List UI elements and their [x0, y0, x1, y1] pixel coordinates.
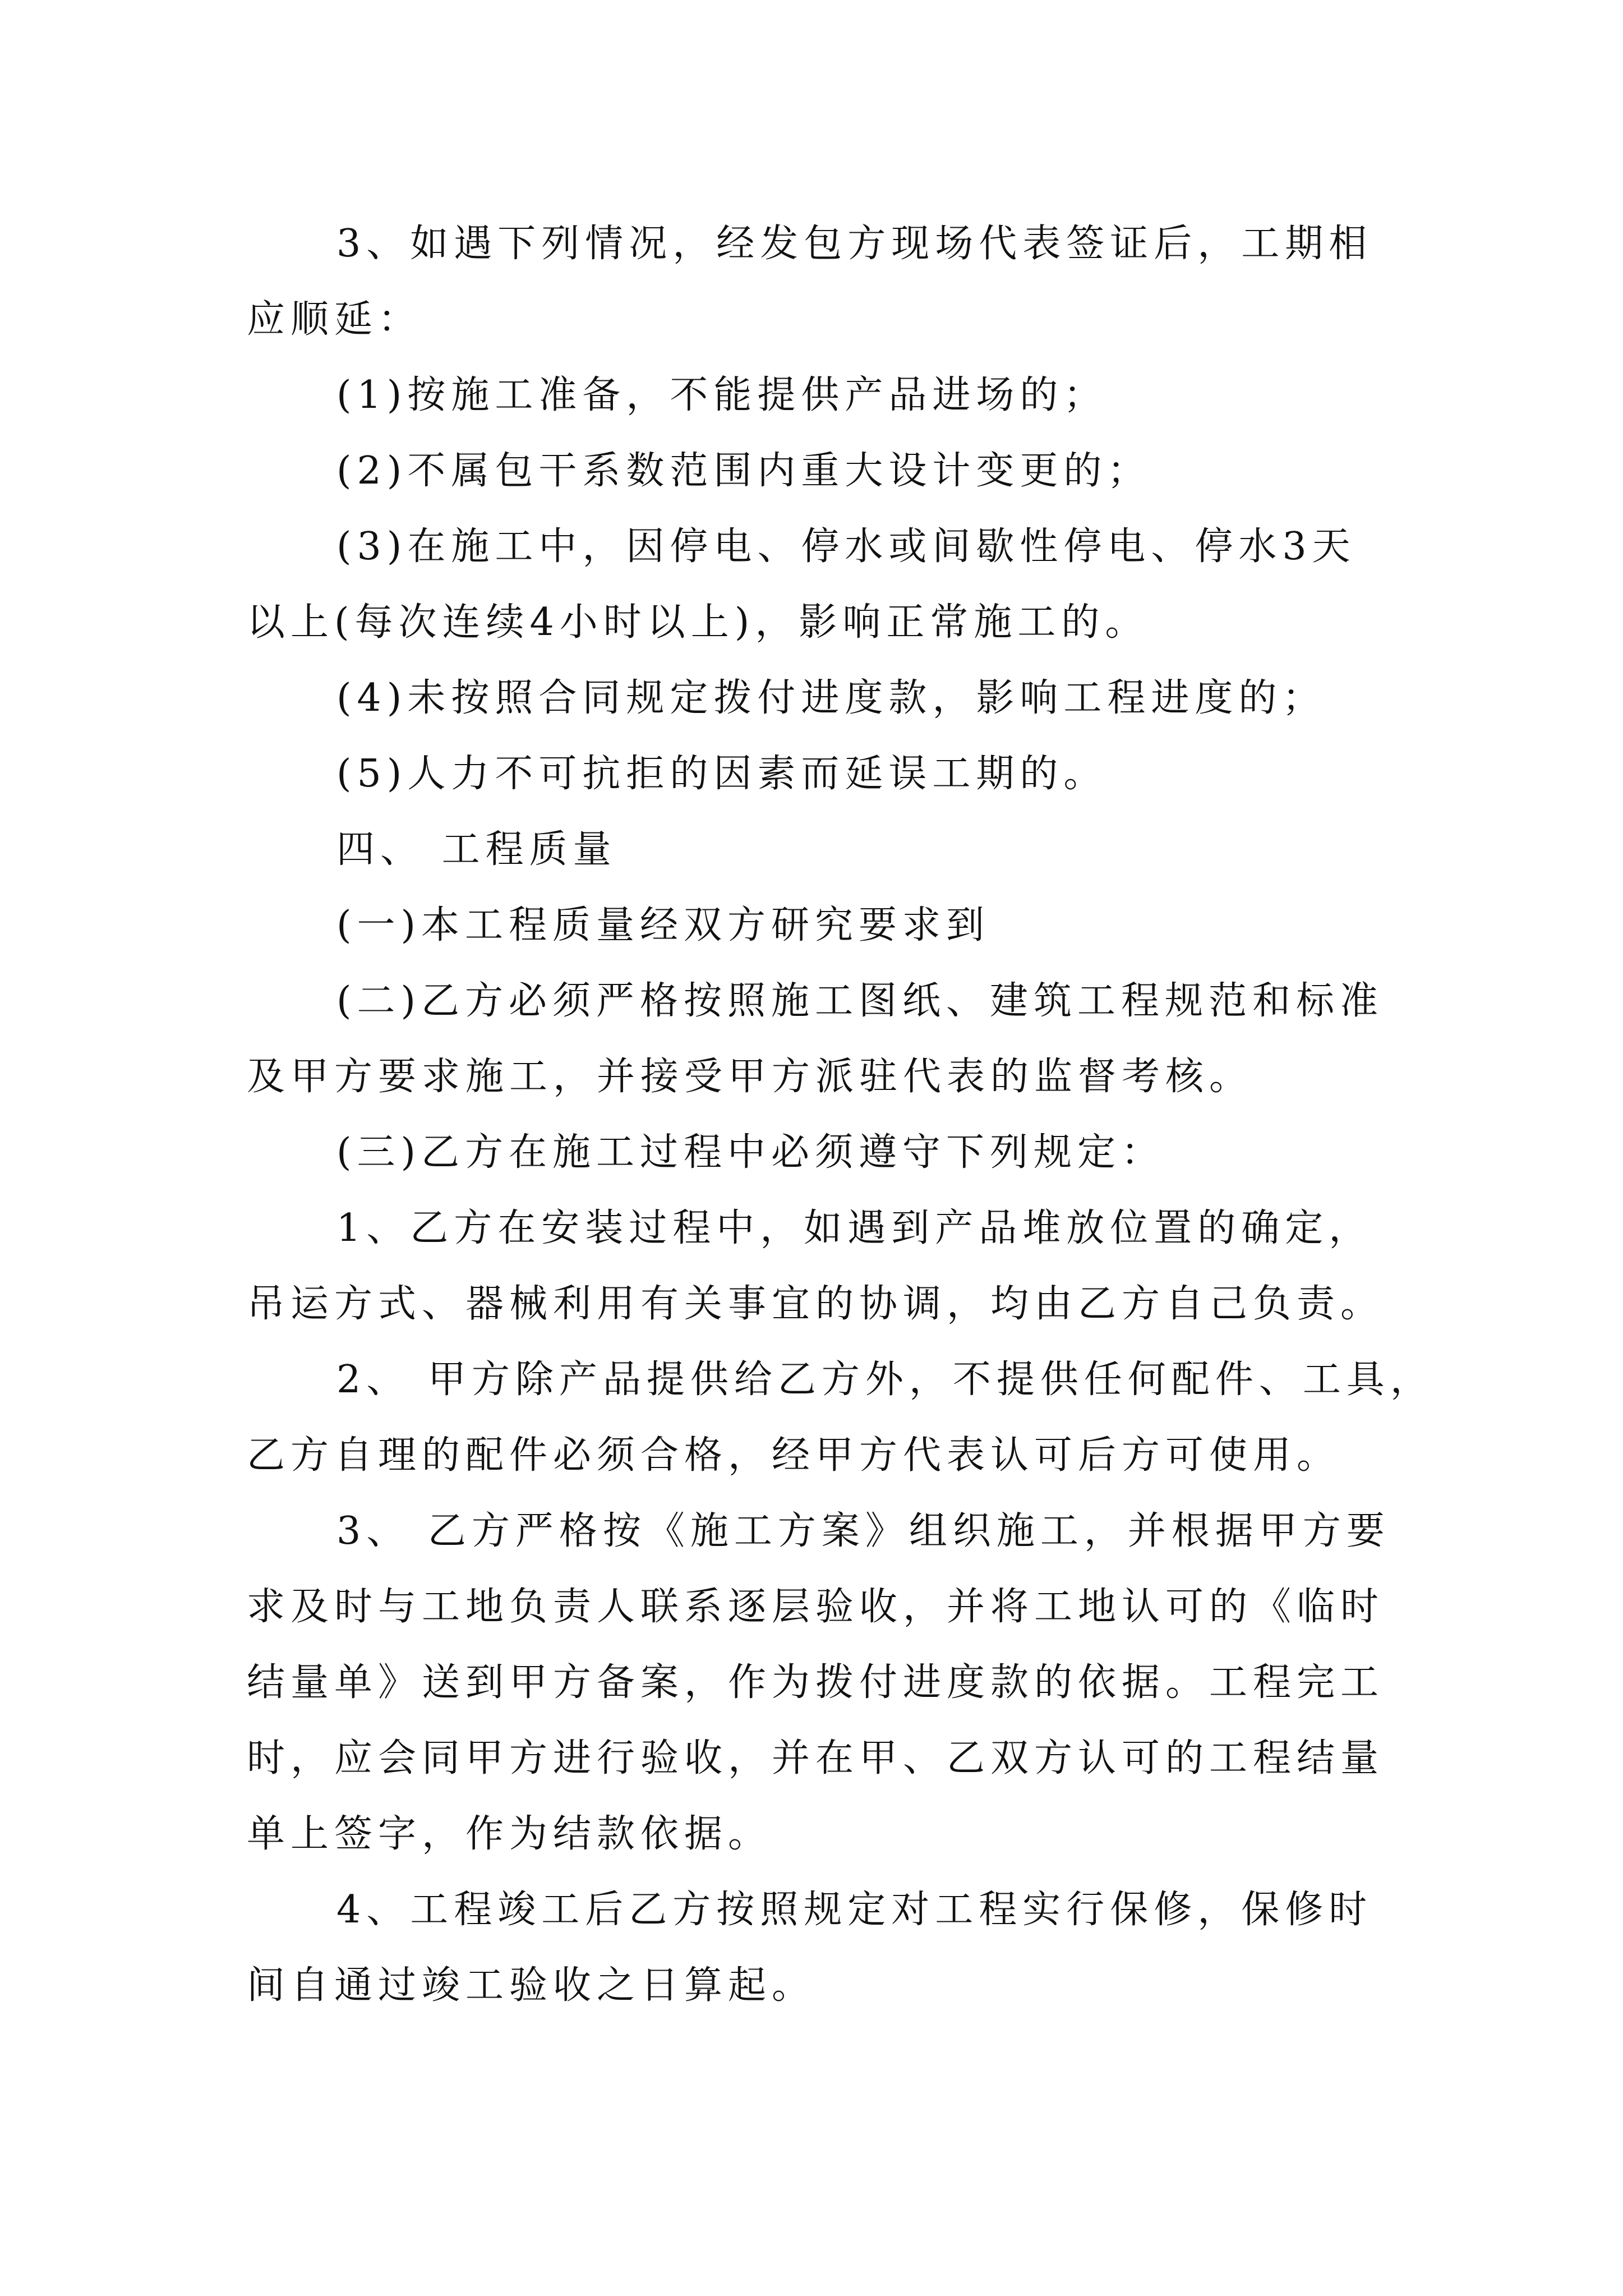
text-line: (三)乙方在施工过程中必须遵守下列规定： — [336, 1130, 1165, 1175]
text-line: 3、如遇下列情况，经发包方现场代表签证后，工期相 — [336, 222, 1373, 266]
text-line: (一)本工程质量经双方研究要求到 — [336, 903, 990, 947]
text-line: 应顺延： — [247, 297, 422, 342]
text-line: 2、 甲方除产品提供给乙方外，不提供任何配件、工具， — [336, 1358, 1434, 1402]
text-line: 以上(每次连续4小时以上)，影响正常施工的。 — [247, 600, 1149, 645]
text-line: 结量单》送到甲方备案，作为拨付进度款的依据。工程完工 — [247, 1660, 1385, 1705]
text-line: 3、 乙方严格按《施工方案》组织施工，并根据甲方要 — [336, 1509, 1390, 1553]
section-heading: 四、 工程质量 — [336, 827, 617, 872]
text-line: 吊运方式、器械利用有关事宜的协调，均由乙方自己负责。 — [247, 1282, 1385, 1326]
text-line: (3)在施工中，因停电、停水或间歇性停电、停水3天 — [336, 524, 1356, 569]
text-line: (2)不属包干系数范围内重大设计变更的； — [336, 449, 1151, 493]
text-line: (4)未按照合同规定拨付进度款，影响工程进度的； — [336, 676, 1326, 720]
text-line: 及甲方要求施工，并接受甲方派驻代表的监督考核。 — [247, 1055, 1253, 1099]
text-line: 间自通过竣工验收之日算起。 — [247, 1963, 816, 2008]
text-line: 1、乙方在安装过程中，如遇到产品堆放位置的确定， — [336, 1206, 1373, 1250]
text-line: 单上签字，作为结款依据。 — [247, 1812, 772, 1856]
text-line: (5)人力不可抗拒的因素而延误工期的。 — [336, 752, 1108, 796]
text-line: 求及时与工地负责人联系逐层验收，并将工地认可的《临时 — [247, 1585, 1385, 1629]
text-line: 4、工程竣工后乙方按照规定对工程实行保修，保修时 — [336, 1888, 1373, 1932]
text-line: 时，应会同甲方进行验收，并在甲、乙双方认可的工程结量 — [247, 1736, 1385, 1780]
text-line: 乙方自理的配件必须合格，经甲方代表认可后方可使用。 — [247, 1433, 1341, 1478]
text-line: (1)按施工准备，不能提供产品进场的； — [336, 373, 1108, 417]
text-line: (二)乙方必须严格按照施工图纸、建筑工程规范和标准 — [336, 979, 1384, 1023]
